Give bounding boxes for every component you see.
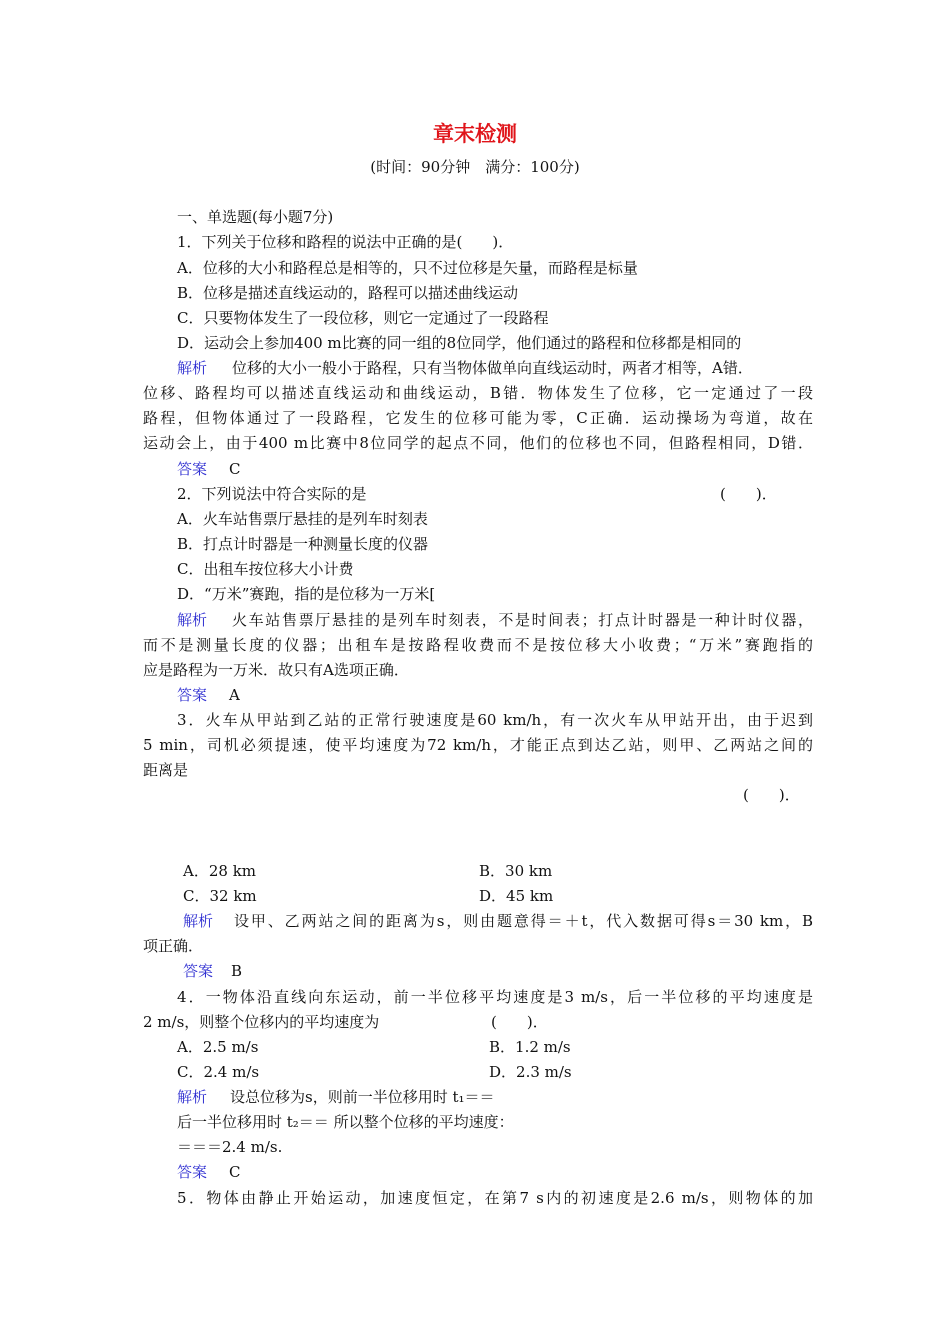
q3-option-d: D．45 km — [479, 887, 554, 905]
q5-stem-line: 5．物体由静止开始运动，加速度恒定，在第7 s内的初速度是2.6 m/s，则物体的加 — [177, 1189, 813, 1207]
q1-option-c: C．只要物体发生了一段位移，则它一定通过了一段路程 — [177, 309, 549, 327]
q1-analysis-line: 位移、路程均可以描述直线运动和曲线运动，B错．物体发生了位移，它一定通过了一段 — [143, 384, 813, 402]
q3-stem-line: 3．火车从甲站到乙站的正常行驶速度是60 km/h，有一次火车从甲站开出，由于迟到 — [177, 711, 813, 729]
q3-option-a: A．28 km — [183, 862, 257, 880]
q4-stem-line: 4．一物体沿直线向东运动，前一半位移平均速度是3 m/s，后一半位移的平均速度是 — [177, 988, 813, 1006]
q4-answer-bracket: ( )． — [491, 1013, 548, 1031]
q3-stem-line: 距离是 — [143, 761, 189, 779]
q3-analysis-label: 解析 — [183, 912, 214, 930]
q2-option-a: A．火车站售票厅悬挂的是列车时刻表 — [177, 510, 428, 528]
q2-option-b: B．打点计时器是一种测量长度的仪器 — [177, 535, 429, 553]
page-title: 章末检测 — [433, 122, 517, 146]
q4-analysis-line: 后一半位移用时 t₂＝＝ 所以整个位移的平均速度： — [177, 1113, 514, 1131]
q1-analysis-line: 路程，但物体通过了一段路程，它发生的位移可能为零，C正确．运动操场为弯道，故在 — [143, 409, 813, 427]
q3-stem-line: 5 min，司机必须提速，使平均速度为72 km/h，才能正点到达乙站，则甲、乙两站之间的 — [143, 736, 813, 754]
q4-answer-label: 答案 — [177, 1163, 208, 1181]
q2-analysis-line: 火车站售票厅悬挂的是列车时刻表，不是时间表；打点计时器是一种计时仪器， — [232, 611, 813, 629]
q2-analysis-label: 解析 — [177, 611, 208, 629]
q4-option-d: D．2.3 m/s — [489, 1063, 572, 1081]
q2-analysis-line: 应是路程为一万米．故只有A选项正确． — [143, 661, 409, 679]
page-subtitle: (时间：90分钟 满分：100分) — [370, 158, 580, 176]
q4-option-b: B．1.2 m/s — [489, 1038, 571, 1056]
q4-answer: C — [229, 1163, 241, 1181]
q3-answer-label: 答案 — [183, 962, 214, 980]
q4-stem-line: 2 m/s，则整个位移内的平均速度为 — [143, 1013, 380, 1031]
q4-analysis-line: ＝＝＝2.4 m/s. — [177, 1138, 283, 1156]
q1-option-a: A．位移的大小和路程总是相等的，只不过位移是矢量，而路程是标量 — [177, 259, 638, 277]
q1-answer: C — [229, 460, 241, 478]
q3-option-b: B．30 km — [479, 862, 553, 880]
q1-option-b: B．位移是描述直线运动的，路程可以描述曲线运动 — [177, 284, 519, 302]
q2-analysis-line: 而不是测量长度的仪器；出租车是按路程收费而不是按位移大小收费；“万米”赛跑指的 — [143, 636, 813, 654]
q4-option-a: A．2.5 m/s — [177, 1038, 259, 1056]
q2-answer-label: 答案 — [177, 686, 208, 704]
section-heading: 一、单选题(每小题7分) — [177, 208, 334, 226]
q1-stem: 1．下列关于位移和路程的说法中正确的是( )． — [177, 233, 514, 251]
q4-analysis-label: 解析 — [177, 1088, 208, 1106]
q3-analysis-line: 项正确． — [143, 937, 204, 955]
q4-analysis-line: 设总位移为s，则前一半位移用时 t₁＝＝ — [230, 1088, 495, 1106]
q3-answer: B — [231, 962, 243, 980]
q3-option-c: C．32 km — [183, 887, 257, 905]
q2-option-c: C．出租车按位移大小计费 — [177, 560, 354, 578]
q1-option-d: D．运动会上参加400 m比赛的同一组的8位同学，他们通过的路程和位移都是相同的 — [177, 334, 742, 352]
q2-answer: A — [229, 686, 240, 704]
q2-stem: 2．下列说法中符合实际的是 — [177, 485, 367, 503]
q3-answer-bracket: ( )． — [743, 786, 800, 804]
q1-analysis-line: 位移的大小一般小于路程，只有当物体做单向直线运动时，两者才相等，A错． — [232, 359, 753, 377]
q3-analysis-line: 设甲、乙两站之间的距离为s，则由题意得＝＋t，代入数据可得s＝30 km，B — [234, 912, 813, 930]
q2-answer-bracket: ( )． — [720, 485, 777, 503]
q1-analysis-label: 解析 — [177, 359, 208, 377]
q1-answer-label: 答案 — [177, 460, 208, 478]
q2-option-d: D．“万米”赛跑，指的是位移为一万米[ — [177, 585, 436, 603]
q4-option-c: C．2.4 m/s — [177, 1063, 260, 1081]
q1-analysis-line: 运动会上，由于400 m比赛中8位同学的起点不同，他们的位移也不同，但路程相同，D错． — [143, 434, 813, 452]
